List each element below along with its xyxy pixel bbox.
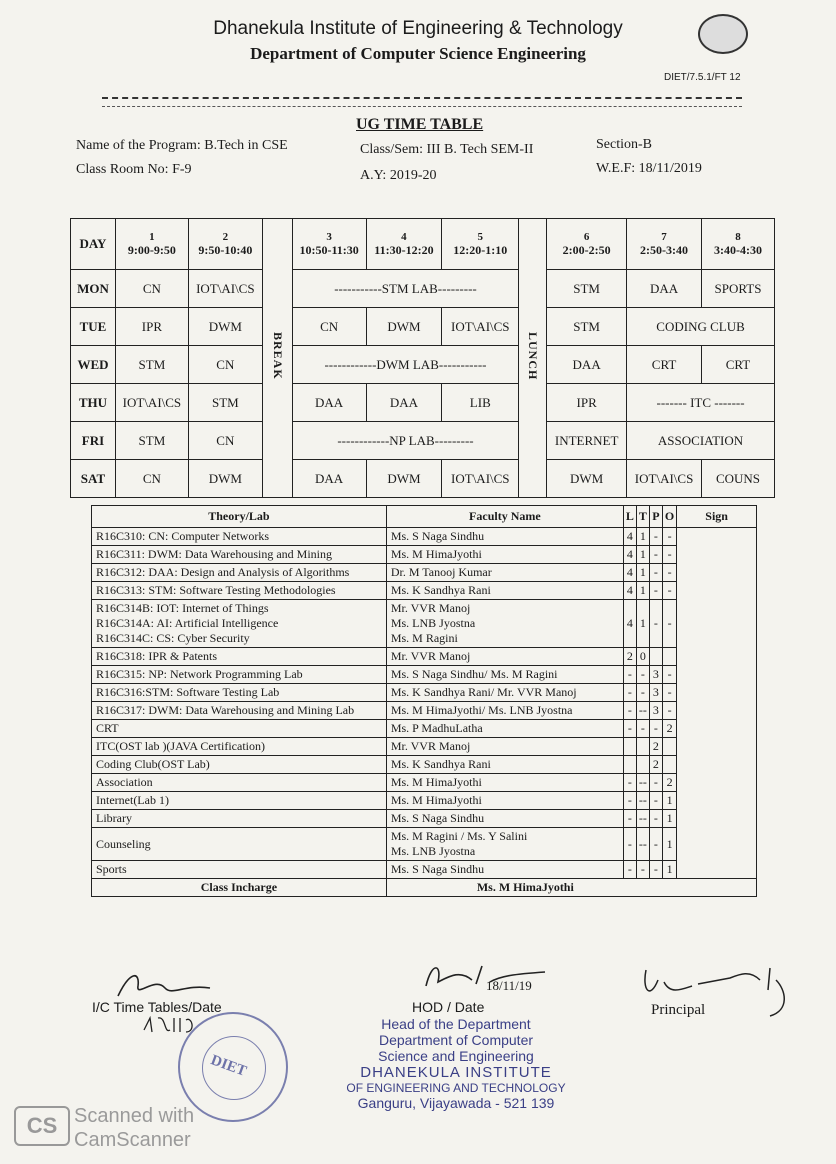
period-cell: SPORTS — [702, 270, 775, 308]
subject-line: R16C310: CN: Computer Networks — [96, 529, 269, 543]
faculty-line: Ms. LNB Jyostna — [390, 616, 476, 630]
period-cell: STM — [115, 346, 188, 384]
p-cell: 2 — [649, 738, 662, 756]
column-header: Sign — [677, 506, 757, 528]
p-cell — [649, 648, 662, 666]
period-cell: DWM — [188, 308, 262, 346]
p-cell: - — [649, 828, 662, 861]
t-cell: 1 — [636, 546, 649, 564]
l-cell: - — [623, 792, 636, 810]
divider — [102, 97, 742, 99]
t-cell: 1 — [636, 564, 649, 582]
subject-cell — [92, 600, 387, 648]
subject-cell — [92, 861, 387, 879]
subject-line: Association — [96, 775, 153, 789]
subject-line: R16C318: IPR & Patents — [96, 649, 218, 663]
l-cell: - — [623, 684, 636, 702]
faculty-cell — [386, 810, 623, 828]
slot-header: 1 9:00-9:50 — [115, 219, 188, 270]
o-cell: - — [662, 528, 676, 546]
period-cell: STM — [188, 384, 262, 422]
timetable-row — [71, 422, 775, 460]
p-cell: 2 — [649, 756, 662, 774]
subject-cell — [92, 702, 387, 720]
period-cell: DAA — [547, 346, 627, 384]
period-cell: CN — [115, 460, 188, 498]
lab-cell: ------------DWM LAB----------- — [292, 346, 519, 384]
program-name: Name of the Program: B.Tech in CSE — [76, 138, 288, 153]
subject-cell — [92, 648, 387, 666]
document-code: DIET/7.5.1/FT 12 — [664, 72, 741, 83]
subject-cell — [92, 774, 387, 792]
o-cell: 1 — [662, 861, 676, 879]
column-header: Theory/Lab — [92, 506, 387, 528]
faculty-line: Ms. K Sandhya Rani — [390, 583, 491, 597]
section: Section-B — [596, 137, 652, 152]
t-cell: -- — [636, 828, 649, 861]
faculty-cell — [386, 648, 623, 666]
column-header: O — [662, 506, 676, 528]
subject-cell — [92, 582, 387, 600]
p-cell: 3 — [649, 702, 662, 720]
slot-header: 3 10:50-11:30 — [292, 219, 366, 270]
faculty-cell — [386, 720, 623, 738]
period-cell: IPR — [547, 384, 627, 422]
timetable-row — [71, 460, 775, 498]
slot-header: 4 11:30-12:20 — [366, 219, 442, 270]
column-header: P — [649, 506, 662, 528]
t-cell — [636, 738, 649, 756]
period-cell: STM — [547, 270, 627, 308]
o-cell: - — [662, 582, 676, 600]
p-cell: - — [649, 774, 662, 792]
column-header: T — [636, 506, 649, 528]
faculty-cell — [386, 528, 623, 546]
ic-timetable-label: I/C Time Tables/Date — [92, 999, 222, 1015]
faculty-line: Ms. K Sandhya Rani/ Mr. VVR Manoj — [390, 685, 577, 699]
subject-cell — [92, 528, 387, 546]
period-cell: CN — [115, 270, 188, 308]
faculty-row — [92, 828, 757, 861]
l-cell: - — [623, 810, 636, 828]
faculty-row — [92, 666, 757, 684]
p-cell: - — [649, 720, 662, 738]
principal-label: Principal — [651, 1002, 706, 1018]
faculty-row — [92, 720, 757, 738]
faculty-row — [92, 528, 757, 546]
o-cell: 2 — [662, 720, 676, 738]
period-cell: DWM — [366, 308, 442, 346]
institute-logo — [698, 14, 748, 54]
period-cell: DWM — [188, 460, 262, 498]
l-cell: 4 — [623, 600, 636, 648]
l-cell: - — [623, 828, 636, 861]
day-cell: SAT — [71, 460, 116, 498]
column-header: L — [623, 506, 636, 528]
faculty-cell — [386, 684, 623, 702]
day-cell: TUE — [71, 308, 116, 346]
faculty-cell — [386, 600, 623, 648]
faculty-line: Ms. S Naga Sindhu — [390, 529, 485, 543]
subject-cell — [92, 684, 387, 702]
period-cell: ASSOCIATION — [627, 422, 775, 460]
t-cell: 1 — [636, 600, 649, 648]
period-cell: INTERNET — [547, 422, 627, 460]
p-cell: 3 — [649, 666, 662, 684]
o-cell: 1 — [662, 810, 676, 828]
timetable-row — [71, 384, 775, 422]
period-cell: CN — [292, 308, 366, 346]
day-cell: FRI — [71, 422, 116, 460]
faculty-cell — [386, 861, 623, 879]
faculty-row — [92, 756, 757, 774]
l-cell: 4 — [623, 582, 636, 600]
t-cell: - — [636, 684, 649, 702]
p-cell: - — [649, 861, 662, 879]
faculty-line: Ms. S Naga Sindhu — [390, 862, 485, 876]
subject-line: R16C314B: IOT: Internet of Things — [96, 601, 269, 615]
l-cell: - — [623, 666, 636, 684]
hod-date: 18/11/19 — [486, 978, 532, 993]
classroom-number: Class Room No: F-9 — [76, 162, 192, 177]
faculty-row — [92, 774, 757, 792]
faculty-cell — [386, 546, 623, 564]
timetable-row — [71, 346, 775, 384]
day-cell: MON — [71, 270, 116, 308]
l-cell: 4 — [623, 546, 636, 564]
p-cell: - — [649, 546, 662, 564]
p-cell: - — [649, 582, 662, 600]
period-cell: ------- ITC ------- — [627, 384, 775, 422]
divider — [102, 106, 742, 107]
period-cell: DAA — [292, 460, 366, 498]
period-cell: STM — [547, 308, 627, 346]
t-cell: - — [636, 720, 649, 738]
subject-line: CRT — [96, 721, 119, 735]
subject-cell — [92, 564, 387, 582]
lunch-column: LUNCH — [519, 219, 547, 498]
faculty-row — [92, 702, 757, 720]
o-cell — [662, 738, 676, 756]
slot-header: 7 2:50-3:40 — [627, 219, 702, 270]
p-cell: - — [649, 528, 662, 546]
faculty-cell — [386, 756, 623, 774]
seal-text: DIET — [208, 1052, 249, 1080]
faculty-row — [92, 546, 757, 564]
institute-seal — [178, 1012, 288, 1122]
subject-line: Internet(Lab 1) — [96, 793, 169, 807]
t-cell — [636, 756, 649, 774]
faculty-row — [92, 600, 757, 648]
faculty-row — [92, 861, 757, 879]
subject-line: Counseling — [96, 836, 151, 851]
faculty-row — [92, 738, 757, 756]
period-cell: DAA — [627, 270, 702, 308]
faculty-line: Mr. VVR Manoj — [390, 649, 471, 663]
o-cell: 2 — [662, 774, 676, 792]
faculty-line: Ms. S Naga Sindhu/ Ms. M Ragini — [390, 667, 558, 681]
subject-cell — [92, 810, 387, 828]
period-cell: LIB — [442, 384, 519, 422]
period-cell: IOT\AI\CS — [442, 460, 519, 498]
period-cell: CODING CLUB — [627, 308, 775, 346]
subject-line: R16C315: NP: Network Programming Lab — [96, 667, 303, 681]
subject-line: R16C311: DWM: Data Warehousing and Mining — [96, 547, 333, 561]
lab-cell: ------------NP LAB--------- — [292, 422, 519, 460]
subject-cell — [92, 738, 387, 756]
hod-label: HOD / Date — [412, 999, 485, 1015]
period-cell: CN — [188, 422, 262, 460]
faculty-line: Ms. M Ragini — [390, 631, 458, 645]
slot-header: 6 2:00-2:50 — [547, 219, 627, 270]
l-cell: - — [623, 702, 636, 720]
timetable-row — [71, 270, 775, 308]
faculty-line: Ms. M HimaJyothi — [390, 793, 482, 807]
t-cell: -- — [636, 792, 649, 810]
faculty-cell — [386, 702, 623, 720]
l-cell: - — [623, 774, 636, 792]
slot-header: 5 12:20-1:10 — [442, 219, 519, 270]
o-cell — [662, 648, 676, 666]
day-header: DAY — [71, 219, 116, 270]
t-cell: - — [636, 666, 649, 684]
slot-header: 8 3:40-4:30 — [702, 219, 775, 270]
subject-cell — [92, 720, 387, 738]
subject-line: Sports — [96, 862, 127, 876]
subject-line: R16C312: DAA: Design and Analysis of Algorithms — [96, 565, 350, 579]
incharge-label: Class Incharge — [92, 879, 387, 897]
t-cell: 1 — [636, 528, 649, 546]
subject-cell — [92, 828, 387, 861]
l-cell: 4 — [623, 528, 636, 546]
faculty-line: Ms. M Ragini / Ms. Y Salini — [390, 829, 528, 843]
faculty-cell — [386, 582, 623, 600]
o-cell: 1 — [662, 828, 676, 861]
timetable — [70, 218, 775, 498]
subject-line: R16C313: STM: Software Testing Methodologies — [96, 583, 336, 597]
o-cell: - — [662, 546, 676, 564]
faculty-line: Ms. M HimaJyothi — [390, 775, 482, 789]
l-cell: - — [623, 861, 636, 879]
period-cell: DAA — [366, 384, 442, 422]
camscanner-logo: CS — [14, 1106, 70, 1146]
period-cell: DAA — [292, 384, 366, 422]
l-cell — [623, 756, 636, 774]
period-cell: STM — [115, 422, 188, 460]
faculty-line: Ms. S Naga Sindhu — [390, 811, 485, 825]
period-cell: CN — [188, 346, 262, 384]
wef-date: W.E.F: 18/11/2019 — [596, 161, 702, 176]
slot-header: 2 9:50-10:40 — [188, 219, 262, 270]
faculty-row — [92, 684, 757, 702]
t-cell: -- — [636, 810, 649, 828]
period-cell: IOT\AI\CS — [115, 384, 188, 422]
subject-line: R16C317: DWM: Data Warehousing and Mining Lab — [96, 703, 355, 717]
faculty-line: Mr. VVR Manoj — [390, 739, 471, 753]
period-cell: CRT — [627, 346, 702, 384]
faculty-table — [91, 505, 757, 897]
t-cell: -- — [636, 774, 649, 792]
o-cell — [662, 756, 676, 774]
o-cell: - — [662, 666, 676, 684]
break-column: BREAK — [262, 219, 292, 498]
period-cell: IOT\AI\CS — [627, 460, 702, 498]
department-name: Department of Computer Science Engineering — [250, 44, 586, 63]
o-cell: - — [662, 564, 676, 582]
column-header: Faculty Name — [386, 506, 623, 528]
lab-cell: -----------STM LAB--------- — [292, 270, 519, 308]
p-cell: - — [649, 564, 662, 582]
faculty-cell — [386, 666, 623, 684]
faculty-cell — [386, 738, 623, 756]
subject-line: Coding Club(OST Lab) — [96, 757, 210, 771]
period-cell: IOT\AI\CS — [188, 270, 262, 308]
day-cell: THU — [71, 384, 116, 422]
t-cell: 1 — [636, 582, 649, 600]
faculty-line: Mr. VVR Manoj — [390, 601, 471, 615]
l-cell: - — [623, 720, 636, 738]
o-cell: - — [662, 600, 676, 648]
l-cell: 4 — [623, 564, 636, 582]
period-cell: DWM — [366, 460, 442, 498]
faculty-cell — [386, 792, 623, 810]
academic-year: A.Y: 2019-20 — [360, 168, 437, 183]
faculty-line: Ms. M HimaJyothi/ Ms. LNB Jyostna — [390, 703, 573, 717]
subject-cell — [92, 756, 387, 774]
subject-line: R16C314C: CS: Cyber Security — [96, 631, 250, 645]
subject-line: R16C314A: AI: Artificial Intelligence — [96, 616, 279, 630]
period-cell: CRT — [702, 346, 775, 384]
subject-cell — [92, 666, 387, 684]
incharge-row — [92, 879, 757, 897]
faculty-line: Ms. M HimaJyothi — [390, 547, 482, 561]
hod-stamp: Head of the Department Department of Computer Science and Engineering DHANEKULA INSTITUTE OF ENGINEERING AND TECHNOLOGY Ganguru, Vijayawada - 521 139 — [346, 1016, 566, 1111]
faculty-row — [92, 810, 757, 828]
o-cell: 1 — [662, 792, 676, 810]
o-cell: - — [662, 702, 676, 720]
period-cell: COUNS — [702, 460, 775, 498]
faculty-cell — [386, 774, 623, 792]
subject-cell — [92, 546, 387, 564]
p-cell: - — [649, 810, 662, 828]
o-cell: - — [662, 684, 676, 702]
period-cell: IOT\AI\CS — [442, 308, 519, 346]
timetable-row — [71, 308, 775, 346]
l-cell: 2 — [623, 648, 636, 666]
subject-line: Library — [96, 811, 132, 825]
p-cell: - — [649, 600, 662, 648]
faculty-line: Ms. LNB Jyostna — [390, 844, 476, 858]
sign-cell — [677, 528, 757, 879]
t-cell: -- — [636, 702, 649, 720]
subject-line: ITC(OST lab )(JAVA Certification) — [96, 739, 265, 753]
page-title: UG TIME TABLE — [356, 116, 484, 133]
period-cell: DWM — [547, 460, 627, 498]
faculty-cell — [386, 828, 623, 861]
t-cell: - — [636, 861, 649, 879]
incharge-name: Ms. M HimaJyothi — [386, 879, 756, 897]
l-cell — [623, 738, 636, 756]
faculty-line: Ms. P MadhuLatha — [390, 721, 483, 735]
period-cell: IPR — [115, 308, 188, 346]
day-cell: WED — [71, 346, 116, 384]
faculty-row — [92, 582, 757, 600]
camscanner-watermark: Scanned with CamScanner — [74, 1105, 195, 1151]
class-semester: Class/Sem: III B. Tech SEM-II — [360, 142, 534, 157]
faculty-row — [92, 792, 757, 810]
faculty-cell — [386, 564, 623, 582]
faculty-line: Ms. K Sandhya Rani — [390, 757, 491, 771]
subject-cell — [92, 792, 387, 810]
t-cell: 0 — [636, 648, 649, 666]
faculty-row — [92, 648, 757, 666]
p-cell: - — [649, 792, 662, 810]
p-cell: 3 — [649, 684, 662, 702]
faculty-row — [92, 564, 757, 582]
faculty-line: Dr. M Tanooj Kumar — [390, 565, 492, 579]
institute-name: Dhanekula Institute of Engineering & Technology — [213, 18, 623, 39]
subject-line: R16C316:STM: Software Testing Lab — [96, 685, 280, 699]
